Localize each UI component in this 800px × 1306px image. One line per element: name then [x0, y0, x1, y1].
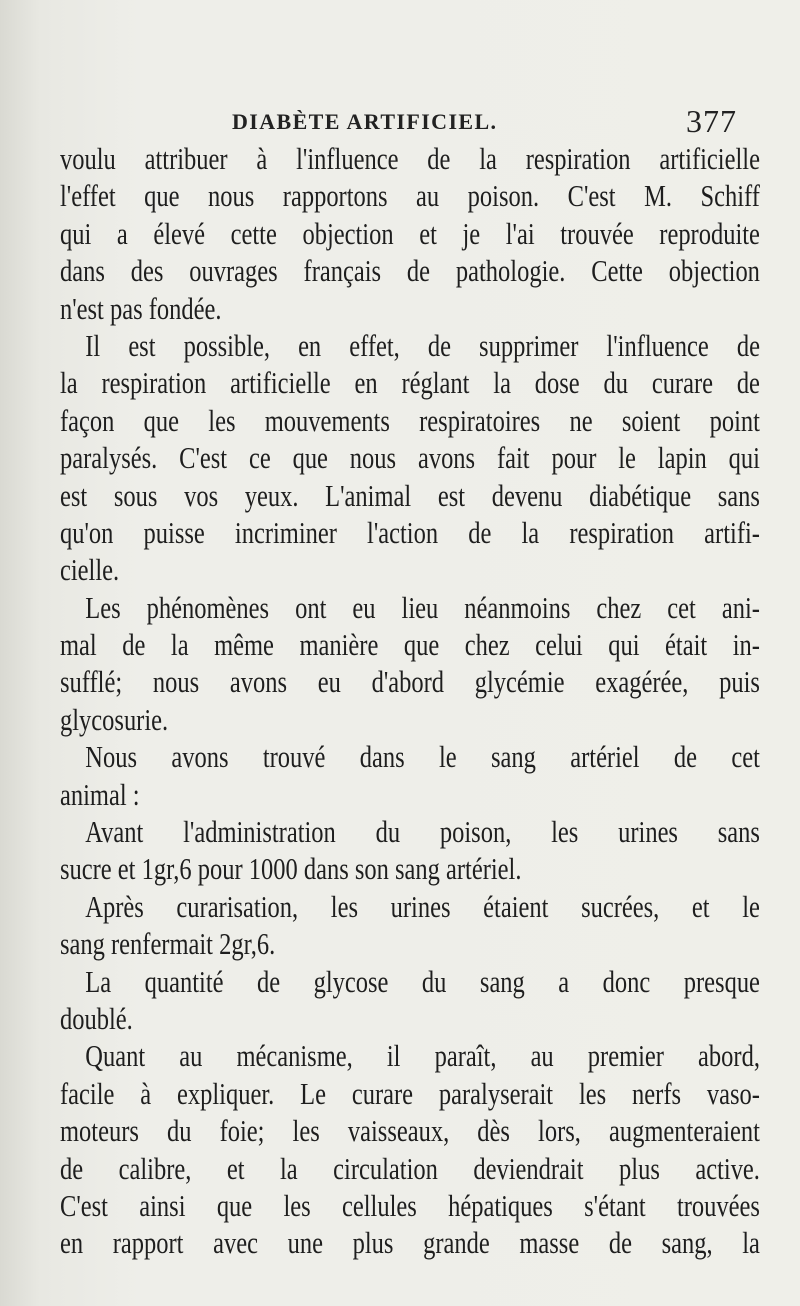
page-header — [0, 103, 800, 139]
text-line: dans des ouvrages français de pathologie. Cette objection — [60, 253, 760, 289]
text-line: la respiration artificielle en réglant la dose du curare de — [60, 365, 760, 401]
text-line: est sous vos yeux. L'animal est devenu diabétique sans — [60, 477, 760, 513]
text-line: sucre et 1gr,6 pour 1000 dans son sang artériel. — [60, 851, 522, 887]
text-line: en rapport avec une plus grande masse de sang, la — [60, 1225, 760, 1261]
text-line: glycosurie. — [60, 701, 169, 737]
text-line: facile à expliquer. Le curare paralyserait les nerfs vaso- — [60, 1075, 760, 1111]
text-line: mal de la même manière que chez celui qui était in- — [60, 627, 760, 663]
text-line: voulu attribuer à l'influence de la respiration artificielle — [60, 141, 760, 176]
text-line: paralysés. C'est ce que nous avons fait pour le lapin qui — [60, 440, 760, 476]
page-number: 377 — [686, 103, 737, 139]
text-line: n'est pas fondée. — [60, 290, 222, 326]
text-line: doublé. — [60, 1000, 133, 1036]
text-line: Il est possible, en effet, de supprimer l'influence de — [85, 327, 760, 363]
text-line: façon que les mouvements respiratoires ne soient point — [60, 402, 760, 438]
text-line: qui a élevé cette objection et je l'ai trouvée reproduite — [60, 215, 760, 251]
running-title: DIABÈTE ARTIFICIEL. — [232, 109, 498, 134]
text-line: animal : — [60, 776, 140, 812]
text-line: de calibre, et la circulation deviendrait plus active. — [60, 1150, 760, 1186]
text-line: moteurs du foie; les vaisseaux, dès lors, augmenteraient — [60, 1113, 760, 1149]
text-line: sang renfermait 2gr,6. — [60, 926, 276, 962]
text-line: Quant au mécanisme, il paraît, au premier abord, — [85, 1038, 760, 1074]
text-line: qu'on puisse incriminer l'action de la respiration artifi- — [60, 514, 760, 550]
body-text — [60, 140, 760, 1262]
text-line: cielle. — [60, 552, 120, 588]
text-line: sufflé; nous avons eu d'abord glycémie exagérée, puis — [60, 664, 760, 700]
text-line: Les phénomènes ont eu lieu néanmoins chez cet ani- — [85, 589, 760, 625]
text-line: C'est ainsi que les cellules hépatiques s'étant trouvées — [60, 1187, 760, 1223]
text-line: Avant l'administration du poison, les urines sans — [85, 814, 760, 850]
text-line: Après curarisation, les urines étaient sucrées, et le — [85, 888, 760, 924]
text-line: Nous avons trouvé dans le sang artériel de cet — [85, 739, 760, 775]
text-line: La quantité de glycose du sang a donc presque — [85, 963, 760, 999]
text-line: l'effet que nous rapportons au poison. C'est M. Schiff — [60, 178, 760, 214]
